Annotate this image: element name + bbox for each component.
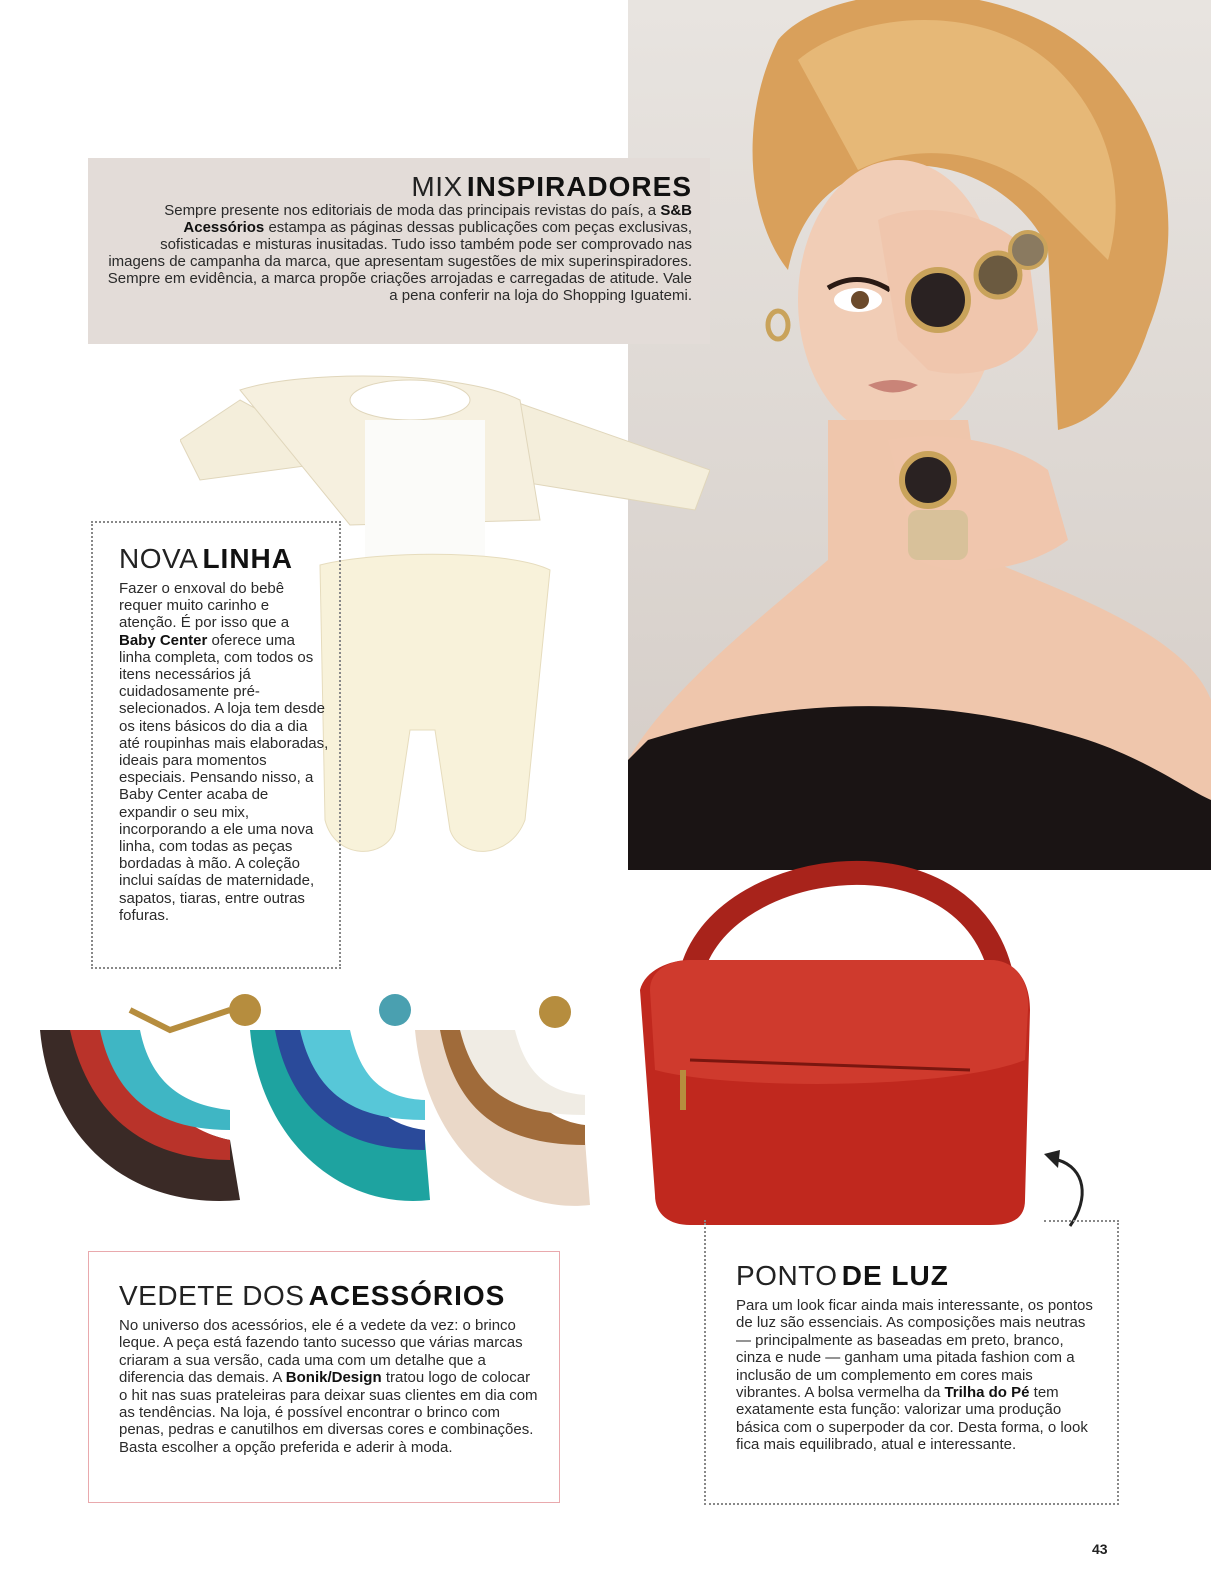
mix-body-before: Sempre presente nos editoriais de moda das principais revistas do país, a <box>164 202 657 219</box>
mix-inspiradores-box <box>88 158 710 344</box>
mix-title-bold: INSPIRADORES <box>466 171 692 202</box>
model-illustration <box>628 0 1211 870</box>
vedete-body-after: tratou logo de colocar o hit nas suas prateleiras para deixar suas clientes em dia com as tendências. Na loja, é possível encontrar o brinco com penas, pedras e canutilhos em diversas cores e combinações. Basta escolher a opção preferida e aderir à moda. <box>119 1369 538 1456</box>
vedete-body-before: No universo dos acessórios, ele é a vedete da vez: o brinco leque. A peça está fazendo tanto sucesso que várias marcas criaram a sua versão, cada uma com um detalhe que a diferencia das demais. A <box>119 1317 523 1387</box>
ponto-de-luz-box <box>704 1220 1119 1505</box>
nova-title-light: NOVA <box>119 543 199 574</box>
ponto-body-after: tem exatamente esta função: valorizar uma produção básica com o superpoder da cor. Desta forma, o look fica mais equilibrado, atual e interessante. <box>736 1384 1088 1454</box>
curved-arrow-icon <box>1030 1148 1090 1228</box>
nova-title-bold: LINHA <box>202 543 293 574</box>
mix-title-light: MIX <box>411 171 463 202</box>
nova-linha-article <box>119 545 329 924</box>
nova-linha-box <box>91 521 341 969</box>
vedete-dos-acessorios-box <box>88 1251 560 1503</box>
ponto-title-bold: DE LUZ <box>841 1260 949 1291</box>
nova-body-after: oferece uma linha completa, com todos os itens necessários já cuidadosamente pré-selecionados. A loja tem desde os itens básicos do dia a dia até roupinhas mais elaboradas, ideais para momentos especiais. Pensando nisso, a Baby Center acaba de expandir o seu mix, incorporando a ele uma nova linha, com todas as peças bordadas à mão. A coleção inclui saídas de maternidade, sapatos, tiaras, entre outras fofuras. <box>119 631 329 924</box>
vedete-title-light: VEDETE DOS <box>119 1280 305 1311</box>
vedete-article <box>119 1282 539 1456</box>
model-photo <box>628 0 1211 870</box>
ponto-title-light: PONTO <box>736 1260 838 1291</box>
fan-earrings-illustration <box>30 990 630 1220</box>
earrings-photo <box>30 990 630 1220</box>
ponto-article <box>736 1262 1096 1454</box>
nova-brand: Baby Center <box>119 631 208 649</box>
mix-body-after: estampa as páginas dessas publicações com peças exclusivas, sofisticadas e misturas inusitadas. Tudo isso também pode ser comprovado nas imagens de campanha da marca, que apresentam sugestões de mix superinspiradores. Sempre em evidência, a marca propõe criações arrojadas e carregadas de atitude. Vale a pena conferir na loja do Shopping Iguatemi. <box>107 219 692 304</box>
red-bag-photo <box>630 840 1050 1230</box>
ponto-body-before: Para um look ficar ainda mais interessante, os pontos de luz são essenciais. As composições mais neutras — principalmente as baseadas em preto, branco, cinza e nude — ganham uma pitada fashion com a inclusão de um complemento em cores mais vibrantes. A bolsa vermelha da <box>736 1297 1093 1402</box>
vedete-brand: Bonik/Design <box>285 1369 382 1387</box>
mix-inspiradores-article <box>102 171 692 304</box>
vedete-title-bold: ACESSÓRIOS <box>308 1280 506 1311</box>
mix-brand: S&B Acessórios <box>183 202 692 236</box>
ponto-brand: Trilha do Pé <box>944 1384 1030 1402</box>
page-number: 43 <box>1092 1541 1108 1557</box>
nova-body-before: Fazer o enxoval do bebê requer muito carinho e atenção. É por isso que a <box>119 580 290 632</box>
red-bag-illustration <box>630 840 1050 1230</box>
